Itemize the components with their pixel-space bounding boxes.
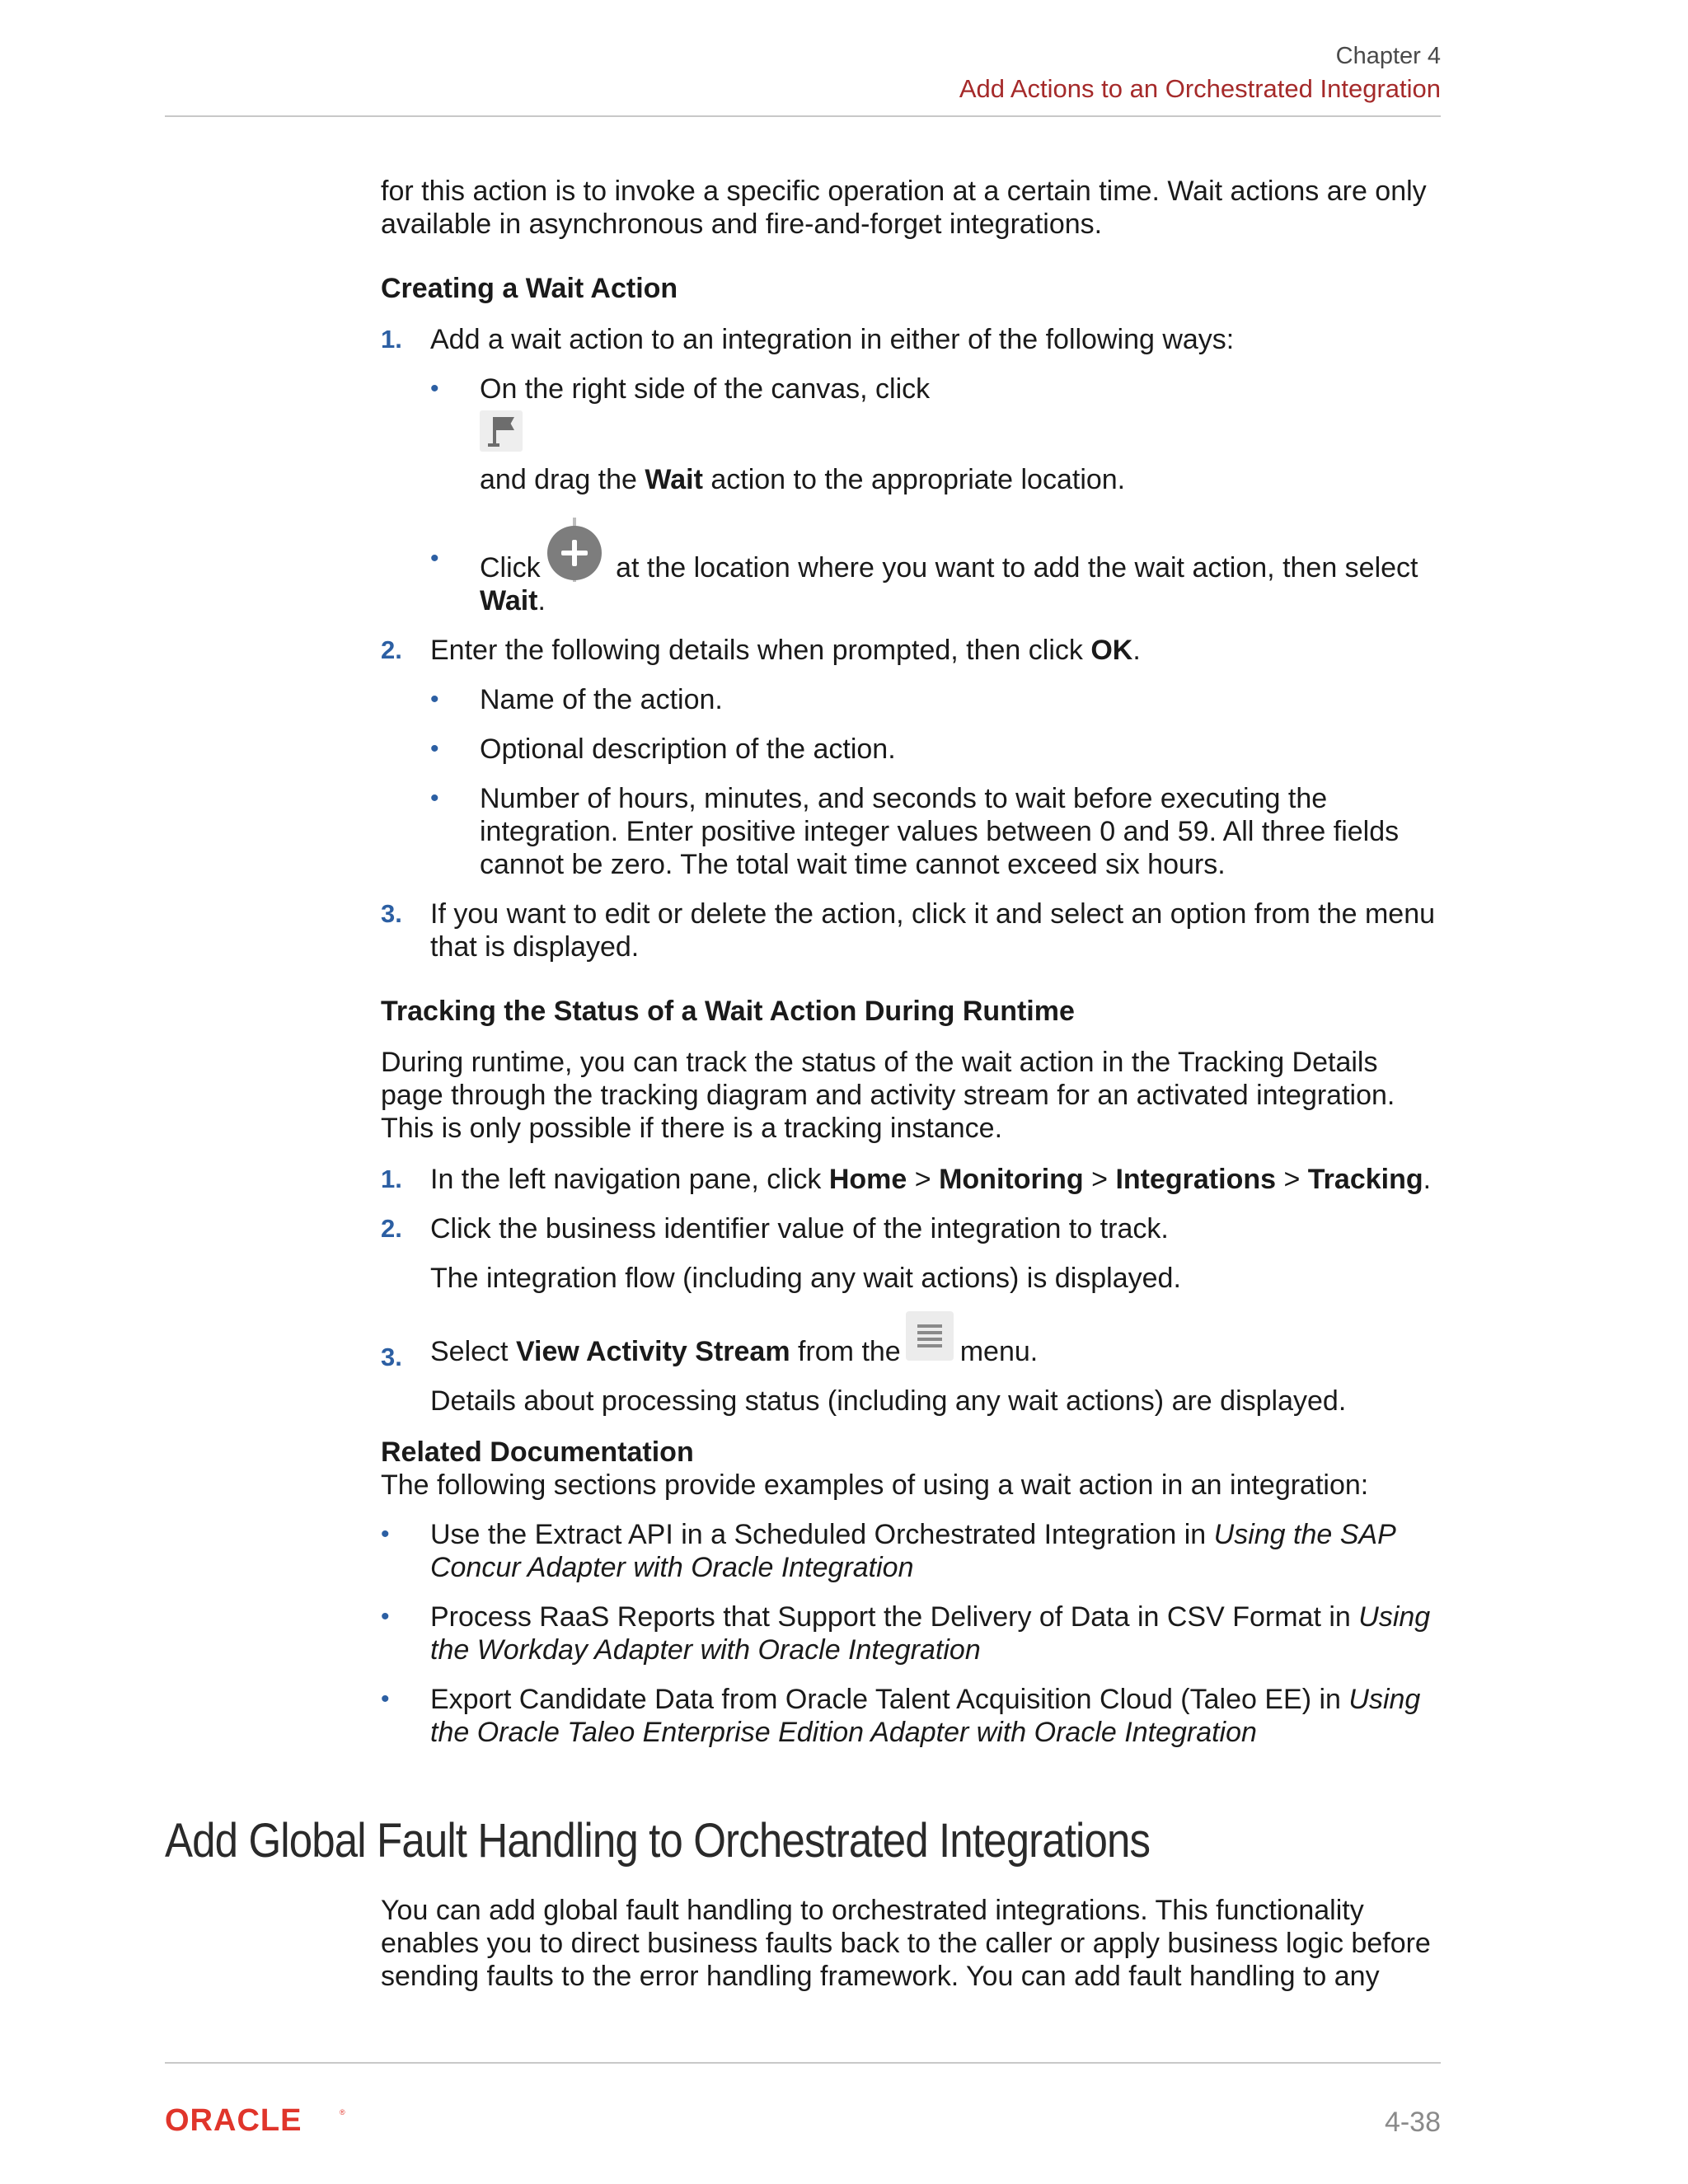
list-item: • On the right side of the canvas, click and drag the Wait action to the appropriate location. <box>430 373 1126 495</box>
list-item <box>381 323 1444 356</box>
global-fault-content <box>381 1894 1444 1993</box>
step-number: 1. <box>381 1165 402 1193</box>
list-item: • Use the Extract API in a Scheduled Orchestrated Integration in Using the SAP Concur Adapter with Oracle Integration <box>381 1519 1395 1583</box>
intro-paragraph: for this action is to invoke a specific operation at a certain time. Wait actions are only available in asynchronous and fire-and-forget integrations. <box>381 176 1427 240</box>
global-fault-heading: Add Global Fault Handling to Orchestrated Integrations <box>165 1814 1151 1868</box>
doc-link[interactable]: Using the Oracle Taleo Enterprise Edition Adapter with Oracle Integration <box>430 1684 1421 1748</box>
bullet-icon: • <box>430 686 439 713</box>
list-item: • Process RaaS Reports that Support the Delivery of Data in CSV Format in Using the Workday Adapter with Oracle Integration <box>381 1601 1431 1666</box>
step-number: 3. <box>381 1343 402 1371</box>
list-item: 3. Select View Activity Stream from the menu. Details about processing status (including any wait actions) are displayed. <box>381 1311 1444 1418</box>
bullet-icon: • <box>430 735 439 762</box>
step-number: 2. <box>381 1214 402 1243</box>
bullet-text: On the right side of the canvas, click <box>480 373 931 405</box>
list-item: • Number of hours, minutes, and seconds to wait before executing the integration. Enter positive integer values between 0 and 59. All three fields cannot be zero. The total wait time cannot exceed six hours. <box>430 783 1400 880</box>
step-number: 2. <box>381 635 402 664</box>
creating-wait-heading: Creating a Wait Action <box>381 273 678 304</box>
oracle-logo-icon <box>165 2105 348 2135</box>
wait-bold: Wait <box>645 464 703 495</box>
bullet-icon: • <box>430 375 439 402</box>
bullet-icon: • <box>381 1603 390 1630</box>
bullet-icon: • <box>381 1685 390 1713</box>
bullet-icon: • <box>430 545 439 572</box>
svg-text:ORACLE: ORACLE <box>165 2105 302 2135</box>
step-number: 1. <box>381 325 402 354</box>
list-item: • Click at the location where you want to add the wait action, then select Wait. <box>381 518 1444 617</box>
tracking-heading: Tracking the Status of a Wait Action During Runtime <box>381 996 1075 1027</box>
list-item: 2. Enter the following details when prompted, then click OK. <box>381 635 1141 666</box>
header-divider <box>165 115 1441 117</box>
list-item: 3. If you want to edit or delete the action, click it and select an option from the menu that is displayed. <box>381 898 1436 963</box>
bullet-icon: • <box>381 1521 390 1548</box>
related-doc-heading: Related Documentation <box>381 1436 694 1468</box>
related-doc-intro: The following sections provide examples of using a wait action in an integration: <box>381 1469 1369 1501</box>
bullet-icon: • <box>430 785 439 812</box>
step-number: 3. <box>381 899 402 928</box>
chapter-label: Chapter 4 <box>1335 43 1441 69</box>
page-header <box>165 40 1441 105</box>
doc-link[interactable]: Using the SAP Concur Adapter with Oracle Integration <box>430 1519 1395 1583</box>
add-plus-icon[interactable] <box>546 518 603 582</box>
page-number: 4-38 <box>1384 2107 1441 2138</box>
step-text: Add a wait action to an integration in either of the following ways: <box>430 324 1235 355</box>
oracle-logo <box>165 2105 348 2139</box>
list-item: • Optional description of the action. <box>430 733 896 765</box>
list-item: 1. In the left navigation pane, click Home > Monitoring > Integrations > Tracking. <box>381 1164 1432 1195</box>
wait-flag-icon[interactable] <box>480 410 523 452</box>
main-content <box>381 175 1444 1749</box>
footer-divider <box>165 2062 1441 2064</box>
hamburger-menu-icon[interactable] <box>906 1311 954 1361</box>
tracking-paragraph: During runtime, you can track the status of the wait action in the Tracking Details page through the tracking diagram and activity stream for an activated integration. This is only possible if there is a tracking instance. <box>381 1047 1395 1144</box>
list-item: • Name of the action. <box>430 684 723 715</box>
svg-text:®: ® <box>340 2108 345 2116</box>
list-item: 2. Click the business identifier value of the integration to track. The integration flow (including any wait actions) is displayed. <box>381 1213 1181 1294</box>
section-title: Add Actions to an Orchestrated Integration <box>959 74 1441 103</box>
global-fault-paragraph: You can add global fault handling to orchestrated integrations. This functionality enables you to direct business faults back to the caller or apply business logic before sending faults to the error handling framework. You can add fault handling to any <box>381 1895 1431 1992</box>
doc-link[interactable]: Using the Workday Adapter with Oracle Integration <box>430 1601 1431 1666</box>
list-item: • Export Candidate Data from Oracle Talent Acquisition Cloud (Taleo EE) in Using the Oracle Taleo Enterprise Edition Adapter with Oracle Integration <box>381 1684 1421 1748</box>
